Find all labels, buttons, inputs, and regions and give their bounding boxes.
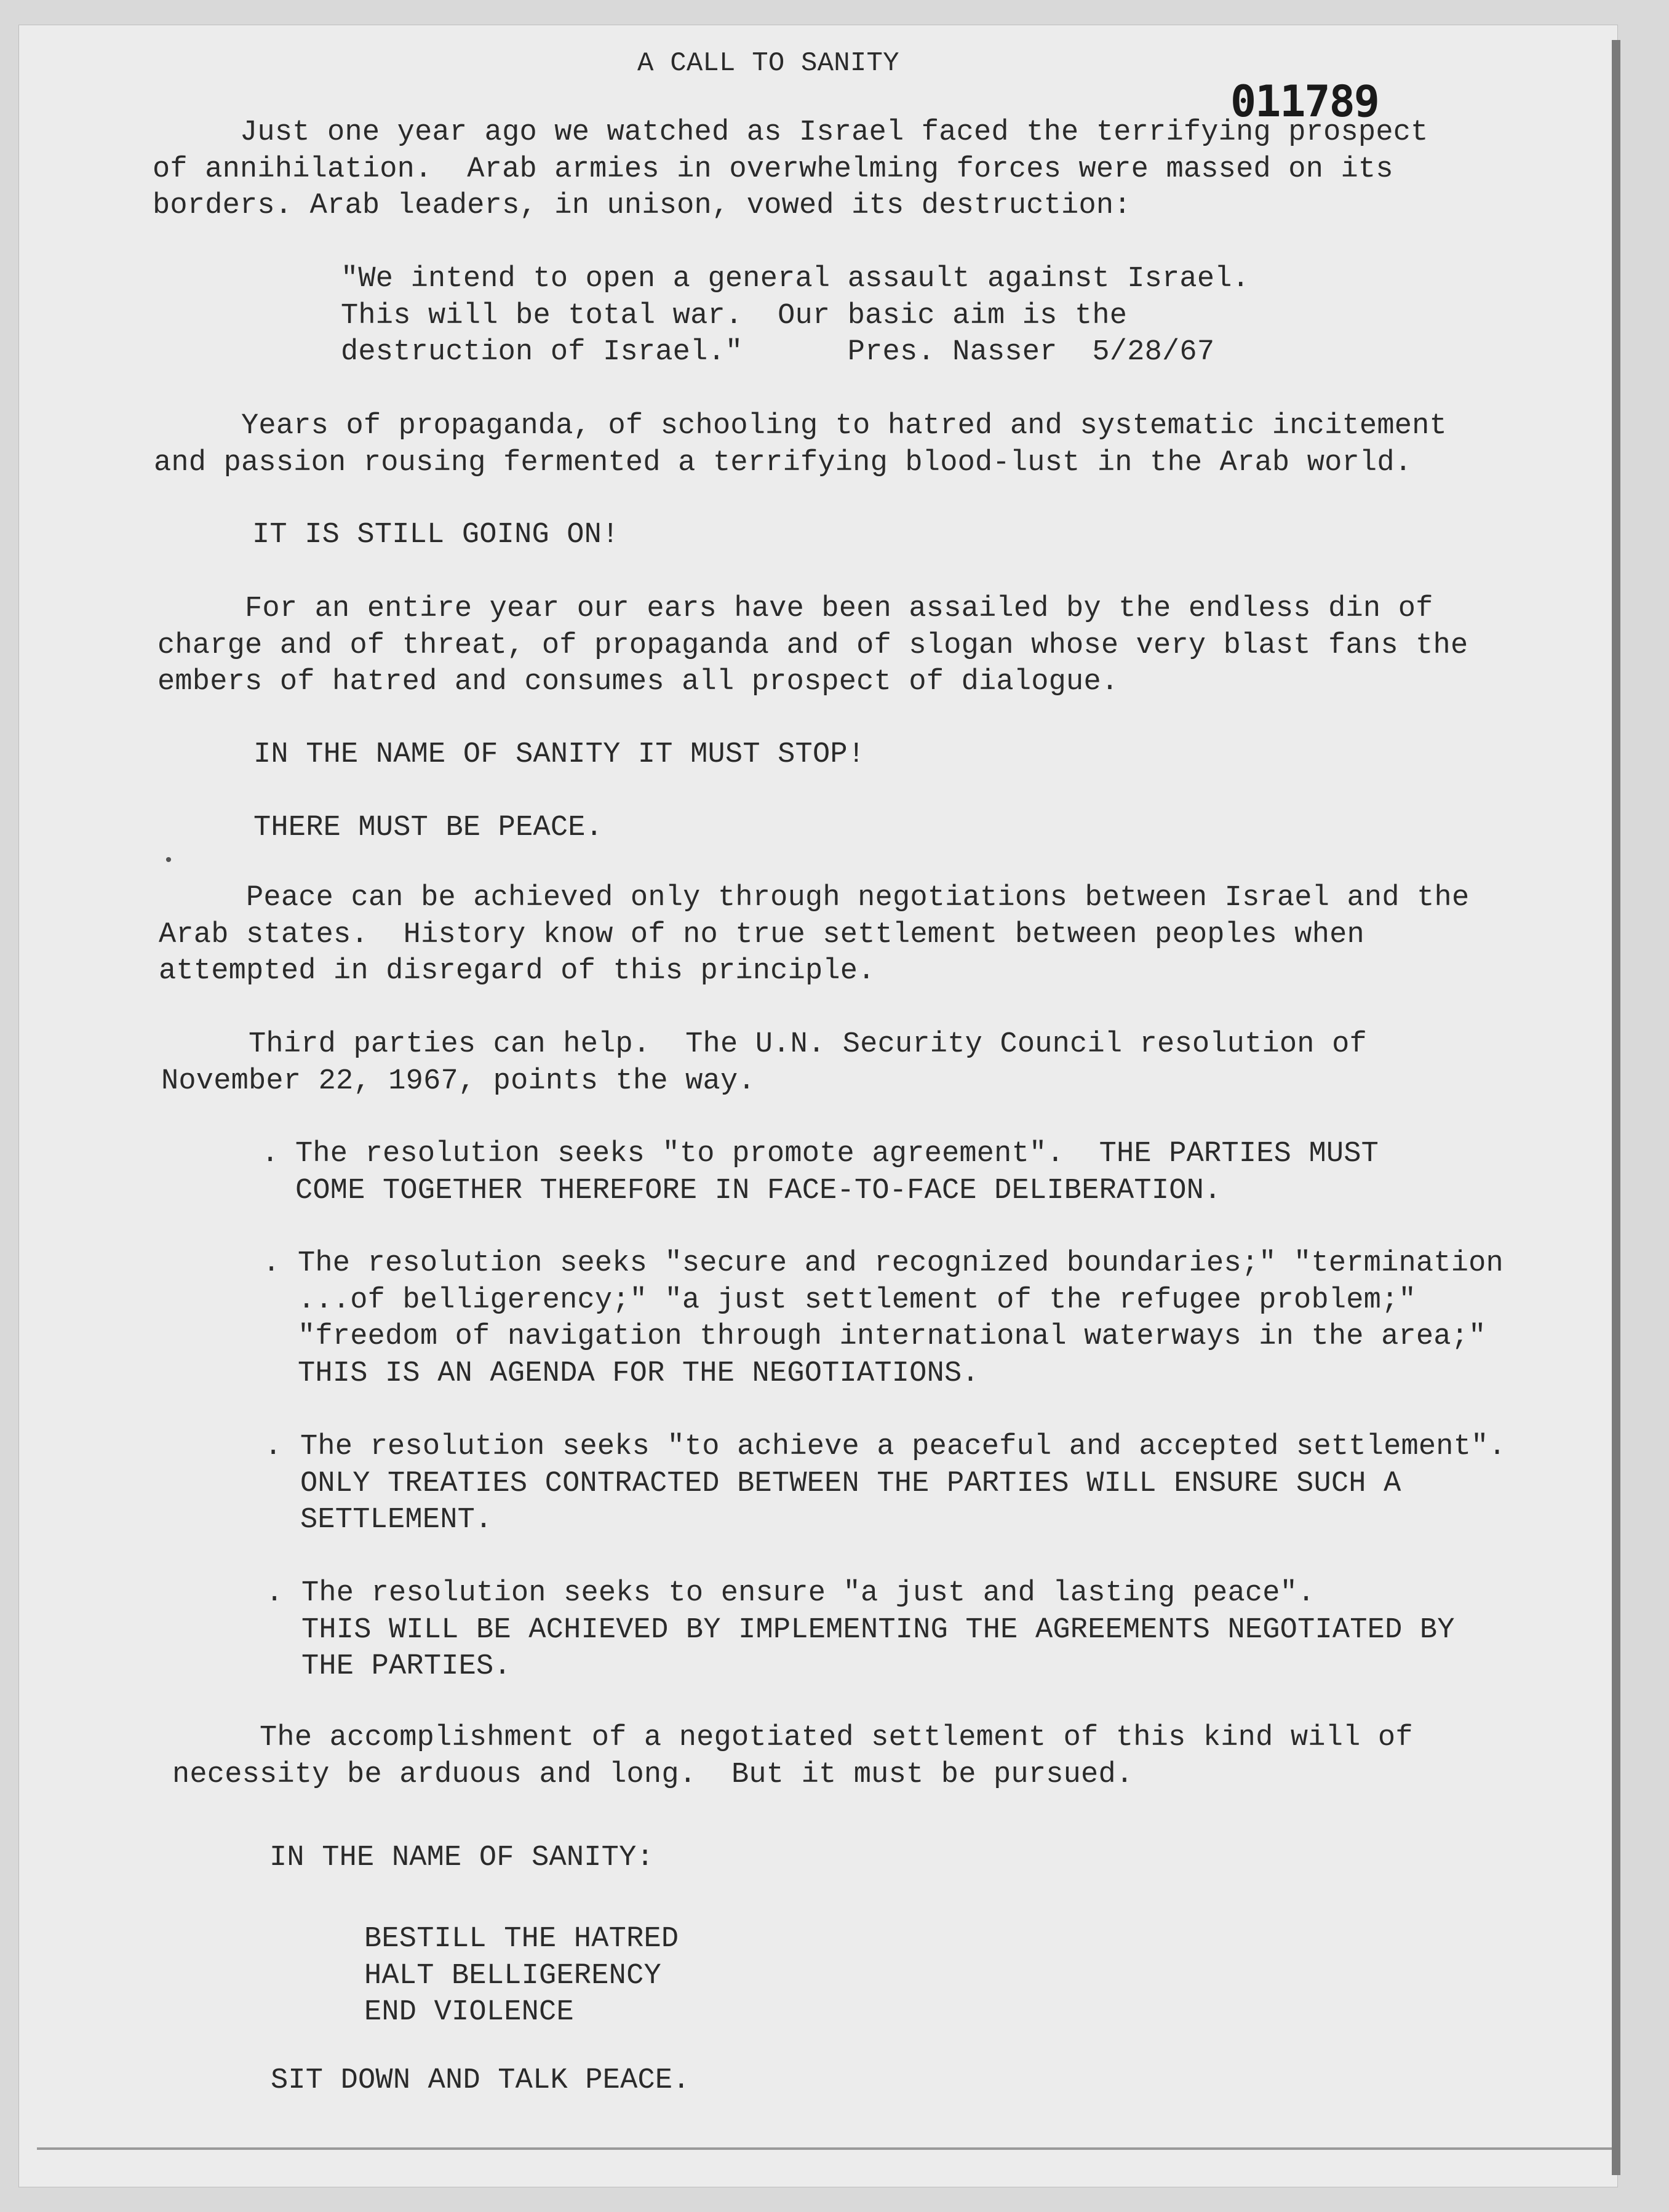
stamp-number: 011789 <box>1230 76 1379 127</box>
document-title: A CALL TO SANITY <box>637 48 899 79</box>
stray-mark: • <box>163 851 175 872</box>
in-name-of-sanity-heading: IN THE NAME OF SANITY: <box>269 1842 654 1874</box>
bullet-marker: . <box>266 1577 284 1610</box>
negotiations-paragraph: Peace can be achieved only through negotiations between Israel and the Arab states. History know of no true settlement between peoples when attempted in disregard of this principle. <box>159 882 1470 988</box>
page-bottom-edge <box>37 2147 1612 2150</box>
propaganda-paragraph: Years of propaganda, of schooling to hatred and systematic incitement and passion rousing fermented a terrifying blood-lust in the Arab world. <box>154 410 1447 479</box>
resolution-bullet: The resolution seeks "to achieve a peaceful and accepted settlement". ONLY TREATIES CONTRACTED BETWEEN THE PARTIES WILL ENSURE SUCH A SETTLEMENT. <box>300 1431 1506 1536</box>
must-be-peace-heading: THERE MUST BE PEACE. <box>253 812 603 844</box>
bullet-marker: . <box>261 1138 279 1170</box>
resolution-bullet: The resolution seeks to ensure "a just and lasting peace". THIS WILL BE ACHIEVED BY IMPLEMENTING THE AGREEMENTS NEGOTIATED BY THE PARTIES. <box>301 1577 1455 1683</box>
resolution-bullet: The resolution seeks "secure and recognized boundaries;" "termination ...of belligerency;" "a just settlement of the refugee problem;" "freedom of navigation through international waterways in the area;" THIS IS AN AGENDA FOR THE NEGOTIATIONS. <box>298 1247 1504 1390</box>
page-right-edge <box>1612 40 1620 2175</box>
accomplishment-paragraph: The accomplishment of a negotiated settlement of this kind will of necessity be arduous and long. But it must be pursued. <box>172 1722 1413 1791</box>
resolution-bullet: The resolution seeks "to promote agreement". THE PARTIES MUST COME TOGETHER THEREFORE IN FACE-TO-FACE DELIBERATION. <box>295 1138 1379 1207</box>
nasser-quote: "We intend to open a general assault against Israel. This will be total war. Our basic aim is the destruction of Israel." Pres. Nasser 5/28/67 <box>341 263 1250 369</box>
intro-paragraph: Just one year ago we watched as Israel faced the terrifying prospect of annihilation. Arab armies in overwhelming forces were massed on its borders. Arab leaders, in unison, vowed its destruction: <box>153 116 1428 222</box>
closing-line: SIT DOWN AND TALK PEACE. <box>271 2064 690 2097</box>
must-stop-heading: IN THE NAME OF SANITY IT MUST STOP! <box>253 738 866 771</box>
bullet-marker: . <box>265 1431 282 1463</box>
bullet-marker: . <box>263 1247 281 1280</box>
calls-list: BESTILL THE HATRED HALT BELLIGERENCY END VIOLENCE <box>364 1923 679 2029</box>
third-parties-paragraph: Third parties can help. The U.N. Security Council resolution of November 22, 1967, points the way. <box>161 1028 1367 1098</box>
entire-year-paragraph: For an entire year our ears have been assailed by the endless din of charge and of threat, of propaganda and of slogan whose very blast fans the embers of hatred and consumes all prospect of dialogue. <box>157 593 1468 698</box>
still-going-heading: IT IS STILL GOING ON! <box>252 519 619 551</box>
